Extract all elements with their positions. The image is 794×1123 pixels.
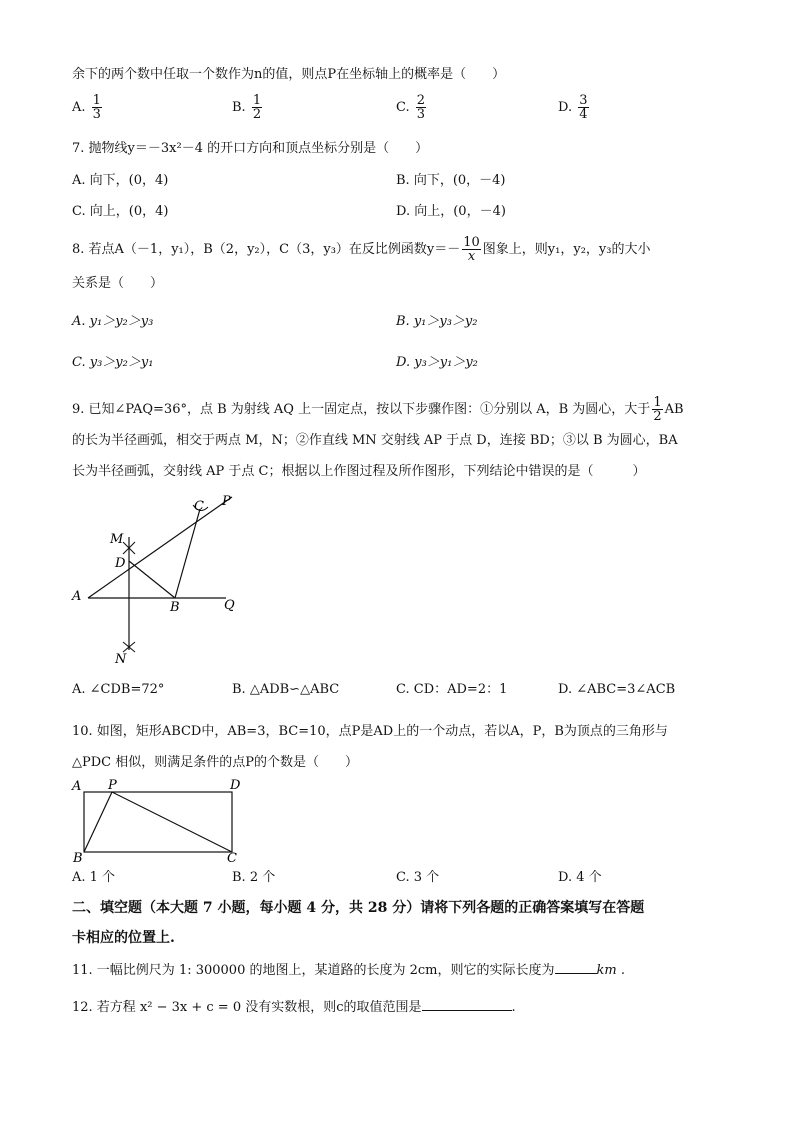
q11-stem: 11. 一幅比例尺为 1: 300000 的地图上，某道路的长度为 2cm，则它的实际长度为 km . [72, 963, 625, 978]
q10-option-b[interactable]: B. 2 个 [232, 870, 276, 885]
q8-stem-line2: 关系是（ ） [72, 276, 164, 291]
label-a: A [72, 779, 82, 794]
q9-stem-line3: 长为半径画弧，交射线 AP 于点 C；根据以上作图过程及所作图形，下列结论中错误的是（ ） [72, 464, 646, 479]
ray-ap [88, 497, 232, 598]
q9-option-a[interactable]: A. ∠CDB=72° [72, 682, 165, 697]
segment-bc [175, 509, 200, 598]
q10-option-c[interactable]: C. 3 个 [396, 870, 440, 885]
q6-option-d[interactable]: D. $\frac{3}{4}$ [558, 93, 588, 122]
label-a: A [72, 589, 82, 604]
q6-option-b-fraction: $\frac{1}{2}$ [252, 93, 262, 122]
q8-option-c[interactable]: C. y₃＞y₂＞y₁ [72, 355, 154, 370]
q8-stem-line1: 8. 若点A（－1，y₁），B（2，y₂），C（3，y₃）在反比例函数y＝－ $\frac{10}{x}$ 图象上，则y₁，y₂，y₃的大小 [72, 235, 651, 264]
q10-option-d[interactable]: D. 4 个 [558, 870, 602, 885]
label-d: D [115, 556, 126, 571]
q12-stem: 12. 若方程 x² − 3x + c = 0 没有实数根，则c的取值范围是 . [72, 1000, 516, 1015]
section2-heading-line2: 卡相应的位置上. [72, 930, 175, 946]
label-b: B [73, 851, 83, 866]
label-b: B [170, 600, 180, 615]
label-d: D [230, 778, 241, 793]
q8-option-a[interactable]: A. y₁＞y₂＞y₃ [72, 314, 154, 329]
label-c: C [194, 499, 204, 514]
q7-option-c[interactable]: C. 向上，(0，4) [72, 204, 169, 219]
segment-pc [112, 792, 232, 852]
segment-bp [84, 792, 112, 852]
q9-option-c[interactable]: C. CD：AD=2：1 [396, 682, 508, 697]
q6-option-c-fraction: $\frac{2}{3}$ [416, 93, 426, 122]
q6-option-a-fraction: $\frac{1}{3}$ [92, 93, 101, 122]
section2-heading-line1: 二、填空题（本大题 7 小题，每小题 4 分，共 28 分）请将下列各题的正确答案填写在答题 [72, 900, 645, 916]
q9-option-d[interactable]: D. ∠ABC=3∠ACB [558, 682, 676, 697]
label-n: N [115, 652, 127, 667]
label-c: C [227, 851, 237, 866]
q6-option-a[interactable]: A. $\frac{1}{3}$ [72, 93, 101, 122]
q8-option-d[interactable]: D. y₃＞y₁＞y₂ [396, 355, 478, 370]
q9-fraction: $\frac{1}{2}$ [653, 395, 662, 424]
q6-option-b[interactable]: B. $\frac{1}{2}$ [232, 93, 262, 122]
q6-option-c[interactable]: C. $\frac{2}{3}$ [396, 93, 426, 122]
q6-option-d-fraction: $\frac{3}{4}$ [579, 93, 588, 122]
q10-option-a[interactable]: A. 1 个 [72, 870, 116, 885]
q8-option-b[interactable]: B. y₁＞y₃＞y₂ [396, 314, 478, 329]
q9-construction-figure [60, 485, 260, 670]
q7-stem: 7. 抛物线y＝－3x²－4 的开口方向和顶点坐标分别是（ ） [72, 141, 429, 156]
q10-rectangle-figure [68, 776, 248, 866]
q9-stem-line1: 9. 已知∠PAQ=36°，点 B 为射线 AQ 上一固定点，按以下步骤作图：①分别以 A，B 为圆心，大于 $\frac{1}{2}$ AB [72, 395, 684, 424]
rectangle-abcd [84, 792, 232, 852]
q7-option-a[interactable]: A. 向下，(0，4) [72, 173, 169, 188]
label-p: P [222, 494, 231, 509]
q12-answer-blank[interactable] [422, 1010, 512, 1011]
q6-stem-continuation: 余下的两个数中任取一个数作为n的值，则点P在坐标轴上的概率是（ ） [72, 67, 506, 82]
q7-option-b[interactable]: B. 向下，(0，－4) [396, 173, 506, 188]
label-p: P [108, 778, 117, 793]
q9-option-b[interactable]: B. △ADB∽△ABC [232, 682, 340, 697]
label-m: M [110, 532, 124, 547]
q9-stem-line2: 的长为半径画弧，相交于两点 M，N；②作直线 MN 交射线 AP 于点 D，连接 BD；③以 B 为圆心，BA [72, 433, 678, 448]
q7-option-d[interactable]: D. 向上，(0，－4) [396, 204, 506, 219]
q11-answer-blank[interactable] [555, 973, 597, 974]
label-q: Q [224, 598, 235, 613]
q8-fraction: $\frac{10}{x}$ [463, 235, 480, 264]
q10-stem-line2: △PDC 相似，则满足条件的点P的个数是（ ） [72, 755, 358, 770]
q10-stem-line1: 10. 如图，矩形ABCD中，AB=3，BC=10，点P是AD上的一个动点，若以A，P，B为顶点的三角形与 [72, 724, 668, 739]
segment-bd [129, 561, 175, 598]
